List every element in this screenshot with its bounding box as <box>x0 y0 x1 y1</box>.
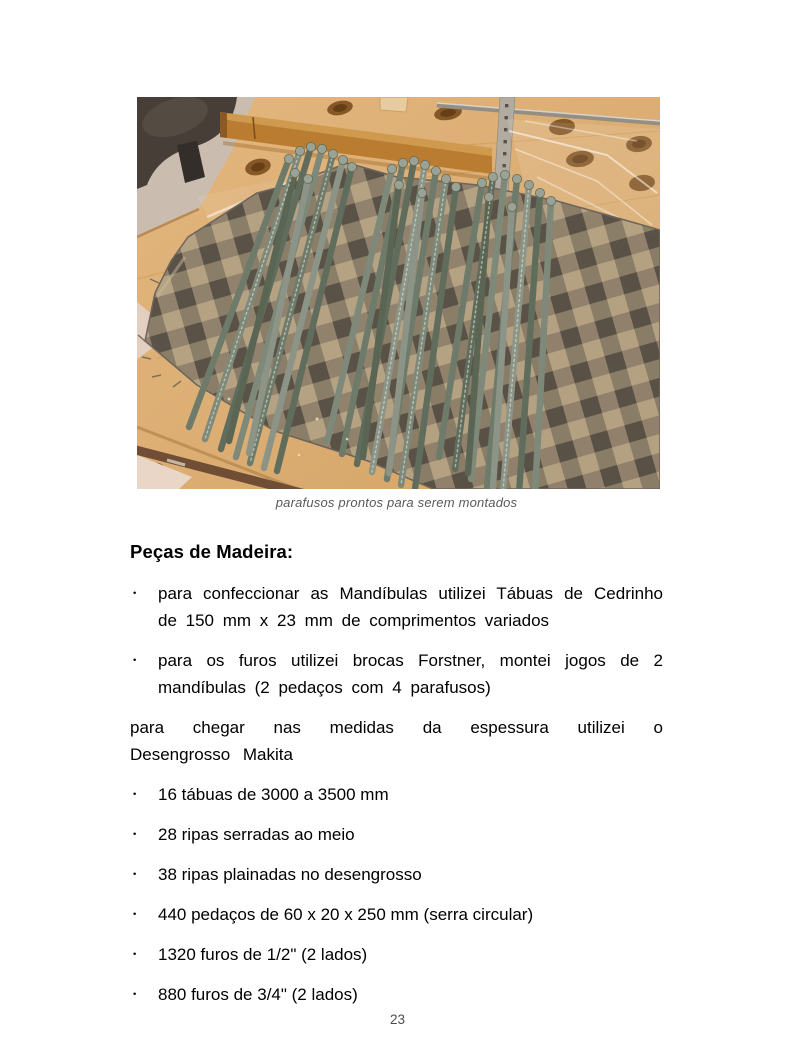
list-item <box>130 941 663 968</box>
photo-caption: parafusos prontos para serem montados <box>275 495 518 510</box>
paragraph: para chegar nas medidas da espessura utilizei o Desengrosso Makita <box>130 718 663 764</box>
page-number: 23 <box>389 1012 406 1027</box>
bullet-marker: • <box>133 869 137 880</box>
list-item <box>130 580 663 634</box>
list-item <box>130 647 663 701</box>
list-item-text: para confeccionar as Mandíbulas utilizei Tábuas de Cedrinho de 150 mm x 23 mm de comprimentos variados <box>158 584 663 630</box>
list-item-text: para os furos utilizei brocas Forstner, montei jogos de 2 mandíbulas (2 pedaços com 4 parafusos) <box>158 651 663 697</box>
bullet-marker: • <box>133 588 137 599</box>
bullet-marker: • <box>133 909 137 920</box>
bullet-marker: • <box>133 949 137 960</box>
photo-figure <box>137 97 660 489</box>
list-item-text: 440 pedaços de 60 x 20 x 250 mm (serra circular) <box>158 905 534 924</box>
workshop-photo <box>137 97 660 489</box>
bullet-marker: • <box>133 989 137 1000</box>
list-item <box>130 901 663 928</box>
bullet-marker: • <box>133 789 137 800</box>
list-item-text: 880 furos de 3/4" (2 lados) <box>158 985 358 1004</box>
list-item <box>130 821 663 848</box>
list-item-text: 38 ripas plainadas no desengrosso <box>158 865 422 884</box>
list-item-text: 28 ripas serradas ao meio <box>158 825 355 844</box>
section-heading: Peças de Madeira: <box>130 541 294 562</box>
body-content <box>130 580 663 1021</box>
bullet-list-bottom <box>130 781 663 1008</box>
bullet-marker: • <box>133 655 137 666</box>
list-item-text: 1320 furos de 1/2" (2 lados) <box>158 945 368 964</box>
wood-block <box>380 97 408 112</box>
list-item <box>130 981 663 1008</box>
list-item <box>130 781 663 808</box>
list-item <box>130 861 663 888</box>
bullet-list-top <box>130 580 663 701</box>
bullet-marker: • <box>133 829 137 840</box>
list-item-text: 16 tábuas de 3000 a 3500 mm <box>158 785 389 804</box>
